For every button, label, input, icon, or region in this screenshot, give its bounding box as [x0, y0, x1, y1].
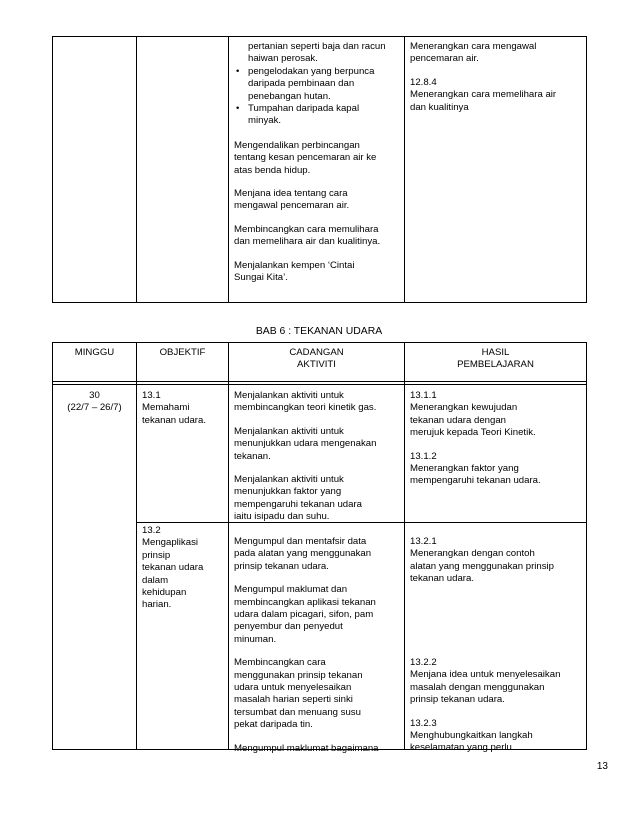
bottom-table-border-top	[52, 342, 587, 343]
hasil-paragraph: 13.2.3 Menghubungkaitkan langkah keselamatan yang perlu	[410, 717, 533, 754]
bullet-item: • pengelodakan yang berpunca daripada pembinaan dan penebangan hutan.	[236, 65, 375, 102]
aktiviti-paragraph: Menjana idea tentang cara mengawal pencemaran air.	[234, 188, 350, 212]
aktiviti-bullet-list	[234, 66, 402, 128]
bullet-icon: •	[236, 65, 240, 77]
objektif-13-1: 13.1 Memahami tekanan udara.	[142, 390, 207, 426]
aktiviti-paragraph: Menjalankan aktiviti untuk menunjukkan faktor yang mempengaruhi tekanan udara iaitu isipadu dan suhu.	[234, 474, 363, 523]
aktiviti-paragraph: Mengumpul maklumat bagaimana	[234, 742, 379, 754]
aktiviti-paragraph: Mengumpul maklumat dan membincangkan aplikasi tekanan udara dalam picagari, sifon, pam penyembur dan penyedut minuman.	[234, 584, 376, 645]
aktiviti-paragraph: Menjalankan aktiviti untuk membincangkan teori kinetik gas.	[234, 390, 377, 414]
aktiviti-paragraph: Mengumpul dan mentafsir data pada alatan yang menggunakan prinsip tekanan udara.	[234, 536, 372, 572]
page-number: 13	[596, 761, 608, 772]
header-rule-1	[52, 381, 587, 382]
aktiviti-continuation: pertanian seperti baja dan racun haiwan perosak.	[248, 41, 386, 65]
header-aktiviti: CADANGAN AKTIVITI	[289, 347, 344, 371]
hasil-paragraph: 13.1.1 Menerangkan kewujudan tekanan udara dengan merujuk kepada Teori Kinetik.	[410, 390, 536, 439]
bottom-table-divider-3	[404, 342, 405, 750]
hasil-paragraph: 13.1.2 Menerangkan faktor yang mempengaruhi tekanan udara.	[410, 450, 541, 487]
top-table-border-top	[52, 36, 587, 37]
header-hasil: HASIL PEMBELAJARAN	[457, 347, 534, 371]
bullet-icon: •	[236, 103, 240, 115]
top-table-border-left	[52, 36, 53, 303]
aktiviti-paragraph: Membincangkan cara menggunakan prinsip tekanan udara untuk menyelesaikan masalah harian seperti sinki tersumbat dan menuang susu pekat daripada tin.	[234, 657, 363, 731]
aktiviti-paragraph: Menjalankan aktiviti untuk menunjukkan udara mengenakan tekanan.	[234, 425, 377, 462]
top-table-divider-2	[228, 36, 229, 303]
hasil-paragraph: Menerangkan cara mengawal pencemaran air.	[410, 41, 537, 65]
header-objektif: OBJEKTIF	[159, 347, 206, 358]
aktiviti-paragraph: Mengendalikan perbincangan tentang kesan pencemaran air ke atas benda hidup.	[234, 139, 377, 176]
aktiviti-paragraph: Membincangkan cara memulihara dan memelihara air dan kualitinya.	[234, 223, 381, 248]
top-table-border-bottom	[52, 302, 587, 303]
header-minggu: MINGGU	[74, 347, 115, 358]
hasil-13-2-1: 13.2.1 Menerangkan dengan contoh alatan yang menggunakan prinsip tekanan udara.	[410, 536, 555, 585]
bullet-item: • Tumpahan daripada kapal minyak.	[236, 103, 360, 127]
hasil-13-1	[410, 390, 582, 488]
aktiviti-13-2	[234, 536, 402, 755]
objektif-13-2: 13.2 Mengaplikasi prinsip tekanan udara dalam kehidupan harian.	[142, 525, 204, 611]
aktiviti-paragraph: Menjalankan kempen ‘Cintai Sungai Kita’.	[234, 259, 355, 284]
top-hasil-cell	[410, 41, 582, 114]
bottom-table-divider-2	[228, 342, 229, 750]
aktiviti-13-1	[234, 390, 402, 524]
top-aktiviti-cell	[234, 41, 402, 285]
top-table-divider-1	[136, 36, 137, 303]
minggu-cell: 30 (22/7 – 26/7)	[67, 390, 122, 414]
bottom-table-divider-1	[136, 342, 137, 750]
top-table-border-right	[586, 36, 587, 303]
header-rule-2	[52, 384, 587, 385]
top-table-divider-3	[404, 36, 405, 303]
hasil-paragraph: 13.2.2 Menjana idea untuk menyelesaikan masalah dengan menggunakan prinsip tekanan udara.	[410, 657, 561, 706]
hasil-13-2-2	[410, 657, 582, 755]
section-title: BAB 6 : TEKANAN UDARA	[255, 326, 383, 337]
hasil-paragraph: 12.8.4 Menerangkan cara memelihara air dan kualitinya	[410, 76, 557, 113]
bottom-table-border-right	[586, 342, 587, 750]
